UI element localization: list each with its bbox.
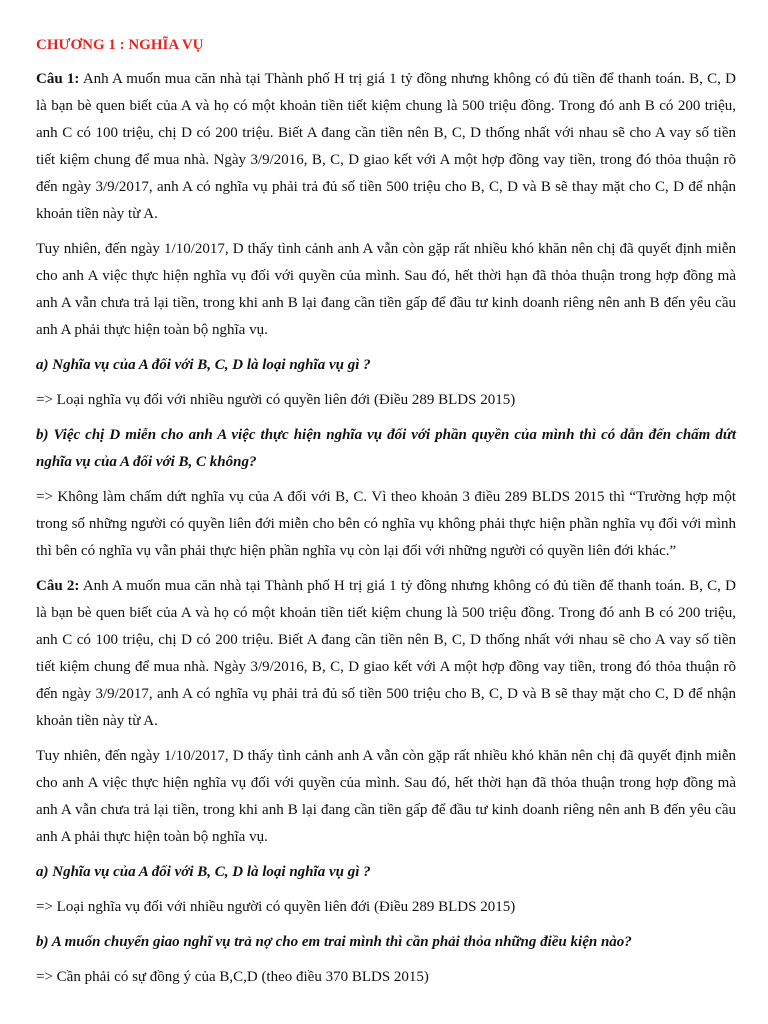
q1-paragraph-2: Tuy nhiên, đến ngày 1/10/2017, D thấy tình cảnh anh A vẫn còn gặp rất nhiều khó khăn nên chị đã quyết định miễn cho anh A việc thực hiện nghĩa vụ đối với quyền của mình. Sau đó, hết thời hạn đã thỏa thuận trong hợp đồng mà anh A vẫn chưa trả lại tiền, trong khi anh B lại đang cần tiền gấp để đầu tư kinh doanh riêng nên anh B đến yêu cầu anh A phải thực hiện toàn bộ nghĩa vụ. [36,241,736,338]
q2-label: Câu 2: [36,578,80,594]
question-2 [36,573,736,991]
question-1 [36,66,736,565]
q2-paragraph-1 [36,573,736,735]
q1-sub-question-a: a) Nghĩa vụ của A đối với B, C, D là loại nghĩa vụ gì ? [36,357,371,373]
q1-sub-question-b: b) Việc chị D miễn cho anh A việc thực hiện nghĩa vụ đối với phần quyền của mình thì có dẫn đến chấm dứt nghĩa vụ của A đối với B, C không? [36,427,736,470]
q2-answer-a: => Loại nghĩa vụ đối với nhiều người có quyền liên đới (Điều 289 BLDS 2015) [36,899,516,915]
q2-sub-question-a: a) Nghĩa vụ của A đối với B, C, D là loại nghĩa vụ gì ? [36,864,371,880]
q2-paragraph-2: Tuy nhiên, đến ngày 1/10/2017, D thấy tình cảnh anh A vẫn còn gặp rất nhiều khó khăn nên chị đã quyết định miễn cho anh A việc thực hiện nghĩa vụ đối với quyền của mình. Sau đó, hết thời hạn đã thỏa thuận trong hợp đồng mà anh A vẫn chưa trả lại tiền, trong khi anh B lại đang cần tiền gấp để đầu tư kinh doanh riêng nên anh B đến yêu cầu anh A phải thực hiện toàn bộ nghĩa vụ. [36,748,736,845]
q2-sub-question-b: b) A muốn chuyển giao nghĩ vụ trả nợ cho em trai mình thì cần phải thỏa những điều kiện nào? [36,934,632,950]
q2-answer-b: => Cần phải có sự đồng ý của B,C,D (theo điều 370 BLDS 2015) [36,969,429,985]
q2-paragraph-1-text: Anh A muốn mua căn nhà tại Thành phố H trị giá 1 tỷ đồng nhưng không có đủ tiền để thanh toán. B, C, D là bạn bè quen biết của A và họ có một khoản tiền tiết kiệm chung là 500 triệu đồng. Trong đó anh B có 200 triệu, anh C có 100 triệu, chị D có 200 triệu. Biết A đang cần tiền nên B, C, D thống nhất với nhau sẽ cho A vay số tiền tiết kiệm chung để mua nhà. Ngày 3/9/2016, B, C, D giao kết với A một hợp đồng vay tiền, trong đó thỏa thuận rõ đến ngày 3/9/2017, anh A có nghĩa vụ phải trả đủ số tiền 500 triệu cho B, C, D và B sẽ thay mặt cho C, D để nhận khoản tiền này từ A. [36,578,736,729]
q1-label: Câu 1: [36,71,80,87]
chapter-title: CHƯƠNG 1 : NGHĨA VỤ [36,37,204,53]
q1-paragraph-1 [36,66,736,228]
q1-answer-b: => Không làm chấm dứt nghĩa vụ của A đối với B, C. Vì theo khoản 3 điều 289 BLDS 2015 thì “Trường hợp một trong số những người có quyền liên đới miễn cho bên có nghĩa vụ không phải thực hiện phần nghĩa vụ đối với mình thì bên có nghĩa vụ vẫn phải thực hiện phần nghĩa vụ còn lại đối với những người có quyền liên đới khác.” [36,489,736,559]
q1-answer-a: => Loại nghĩa vụ đối với nhiều người có quyền liên đới (Điều 289 BLDS 2015) [36,392,516,408]
q1-paragraph-1-text: Anh A muốn mua căn nhà tại Thành phố H trị giá 1 tỷ đồng nhưng không có đủ tiền để thanh toán. B, C, D là bạn bè quen biết của A và họ có một khoản tiền tiết kiệm chung là 500 triệu đồng. Trong đó anh B có 200 triệu, anh C có 100 triệu, chị D có 200 triệu. Biết A đang cần tiền nên B, C, D thống nhất với nhau sẽ cho A vay số tiền tiết kiệm chung để mua nhà. Ngày 3/9/2016, B, C, D giao kết với A một hợp đồng vay tiền, trong đó thỏa thuận rõ đến ngày 3/9/2017, anh A có nghĩa vụ phải trả đủ số tiền 500 triệu cho B, C, D và B sẽ thay mặt cho C, D để nhận khoản tiền này từ A. [36,71,736,222]
